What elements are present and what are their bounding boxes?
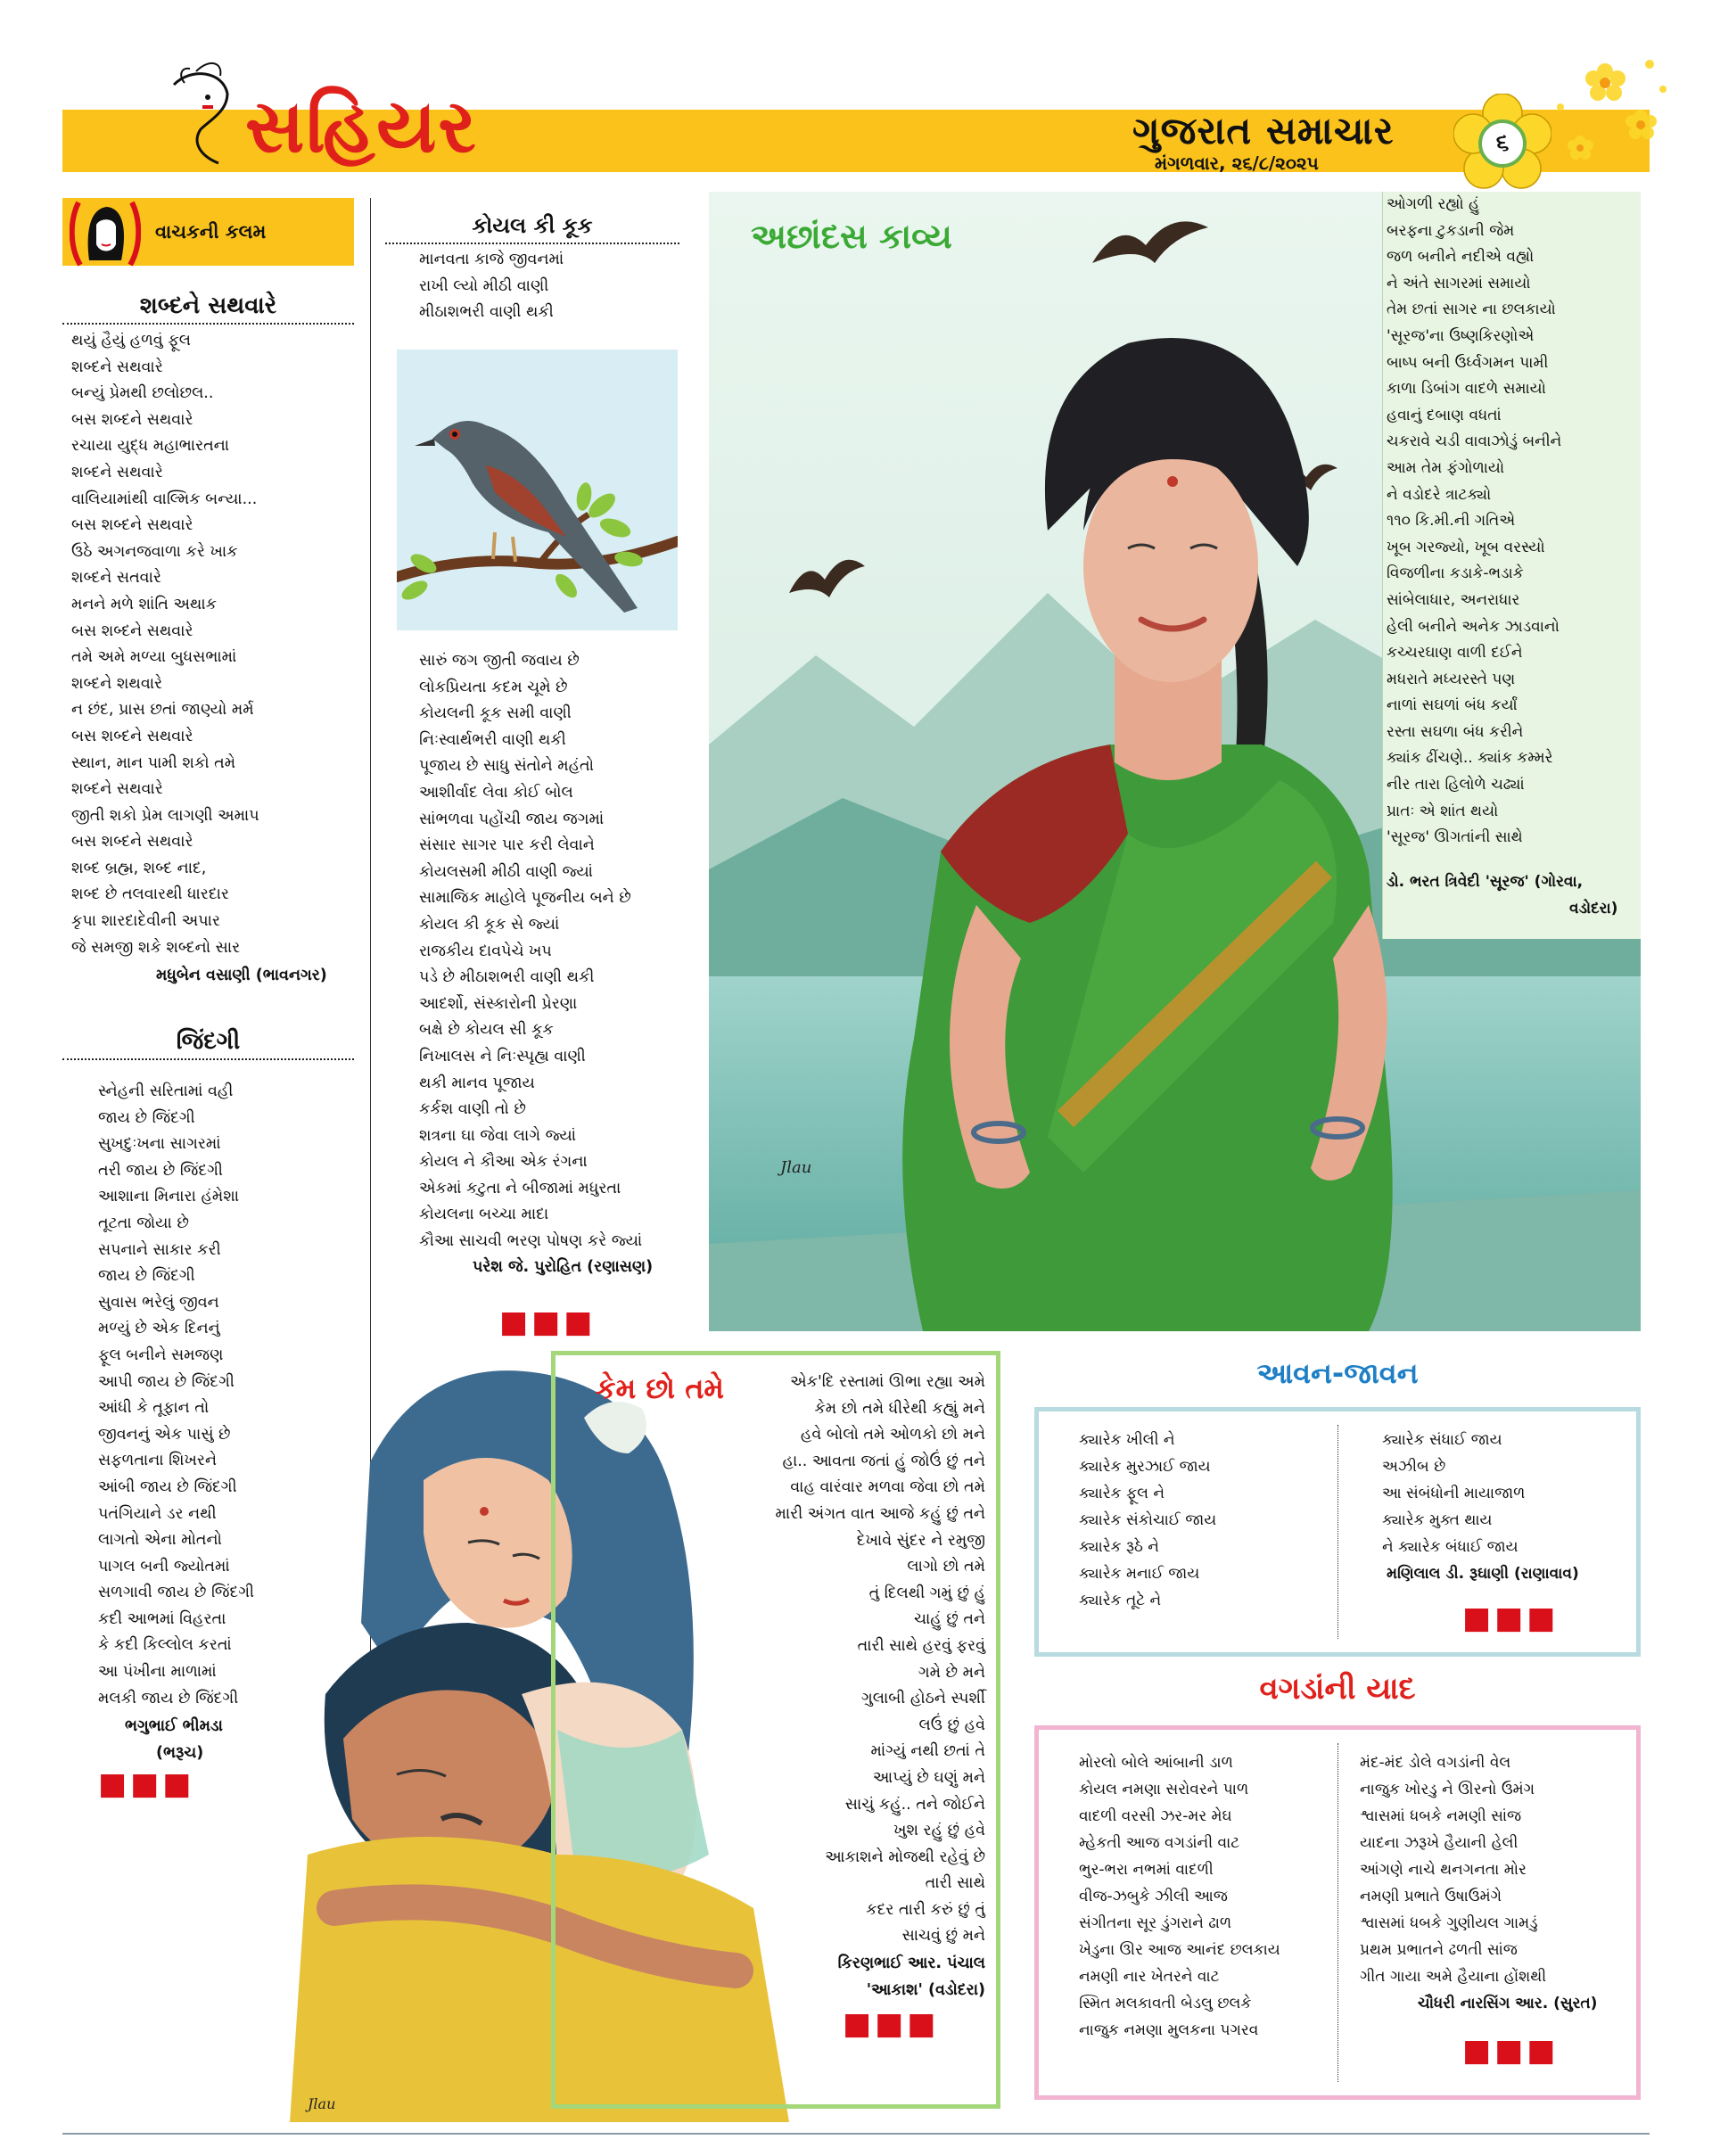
poem6-author: મણિલાલ ડી. રૂઘાણી (રાણાવાવ)	[1387, 1565, 1579, 1583]
poem-line: આશાના મિનારા હંમેશા	[98, 1188, 240, 1206]
poem-line: આ પંખીના માળામાં	[98, 1663, 217, 1682]
poem-line: ને અંતે સાગરમાં સમાયો	[1387, 274, 1531, 292]
poem-line: શબ્દને સથવારે	[71, 780, 163, 799]
poem-line: દેખાવે સુંદર ને રમુજી	[856, 1531, 985, 1550]
poem-line: સુવાસ ભરેલું જીવન	[98, 1293, 219, 1312]
poem-line: નાજુક નમણા મુલકના પગરવ	[1079, 2021, 1259, 2039]
poem-line: આપી જાય છે જિંદગી	[98, 1372, 235, 1391]
title-rule	[62, 323, 354, 325]
poem1-body	[71, 328, 259, 961]
end-mark: ■■■	[98, 1766, 195, 1802]
poem-line: સાંભળવા પહોંચી જાય જગમાં	[419, 810, 605, 828]
poem1-title: શબ્દને સથવારે	[139, 292, 277, 319]
poem-line: પૂજાય છે સાધુ સંતોને મહંતો	[419, 757, 595, 776]
poem-line: અઝીબ છે	[1382, 1458, 1446, 1476]
poem7-col1	[1079, 1749, 1280, 2044]
poem-line: કોયલ કી કૂક સે જ્યાં	[419, 915, 560, 934]
poem-line: બન્યું પ્રેમથી છલોછલ..	[71, 384, 214, 403]
poem-line: કચ્ચરઘાણ વાળી દઈને	[1387, 644, 1523, 662]
poem-line: કાળા ડિબાંગ વાદળે સમાયો	[1387, 380, 1546, 399]
title-rule	[385, 243, 679, 244]
poem-line: સાચું કહું.. તને જોઈને	[844, 1795, 985, 1814]
poem-line: બસ શબ્દને સથવારે	[71, 516, 193, 535]
poem2-place: (ભરૂચ)	[156, 1744, 204, 1762]
poem-line: સંગીતના સૂર ડુંગરાને ઢાળ	[1079, 1914, 1232, 1932]
poem-line: ઓગળી રહ્યો હું	[1387, 195, 1480, 213]
poem-line: સુખદુઃખના સાગરમાં	[98, 1135, 221, 1154]
poem-line: ક્યારેક ફૂલ ને	[1079, 1485, 1165, 1502]
title-rule	[62, 1058, 354, 1060]
poem-line: મોરલો બોલે આંબાની ડાળ	[1079, 1754, 1233, 1772]
poem-line: તેમ છતાં સાગર ના છલકાયો	[1387, 300, 1556, 319]
poem-line: વીજ-ઝબુકે ઝીલી આજ	[1079, 1888, 1228, 1905]
poem-line: રાજકીય દાવપેચે ખપ	[419, 942, 552, 960]
poem-line: ને ક્યારેક બંધાઈ જાય	[1382, 1538, 1519, 1556]
reader-avatar-icon	[70, 198, 141, 269]
poem-line: નિખાલસ ને નિઃસ્પૃહ્ય વાણી	[419, 1047, 586, 1066]
poem-line: જાય છે જિંદગી	[98, 1108, 195, 1127]
poem-line: ન છંદ, પ્રાસ છતાં જાણ્યો મર્મ	[71, 701, 254, 720]
poem-line: સ્નેહની સરિતામાં વહી	[98, 1082, 234, 1100]
poem-line: શ્વાસમાં ધબકે ગુણીયલ ગામડું	[1360, 1914, 1538, 1932]
poem-line: નાજુક ખોરડુ ને ઊરનો ઉમંગ	[1360, 1781, 1535, 1798]
artist-signature: Jlau	[780, 1158, 812, 1177]
poem-line: બસ શબ્દને સથવારે	[71, 621, 193, 640]
poem-line: મારી અંગત વાત આજે કહું છું તને	[775, 1504, 985, 1523]
poem3-author: પરેશ જે. પુરોહિત (રણાસણ)	[473, 1258, 654, 1276]
poem-line: શબ્દ છે તલવારથી ધારદાર	[71, 885, 229, 904]
artist-signature: Jlau	[308, 2095, 336, 2112]
poem1-author: મધુબેન વસાણી (ભાવનગર)	[156, 967, 327, 984]
koel-bird-illustration	[397, 350, 678, 630]
poem-line: જીતી શકો પ્રેમ લાગણી અમાપ	[71, 806, 259, 825]
poem-line: 'સૂરજ' ઊગતાંની સાથે	[1387, 828, 1523, 847]
poem-line: નિઃસ્વાર્થભરી વાણી થકી	[419, 730, 566, 749]
poem-line: હા.. આવતા જતાં હું જોઉં છું તને	[782, 1452, 985, 1470]
poem-line: ક્યાંક ઢીંચણે.. ક્યાંક કમ્મરે	[1387, 749, 1553, 768]
poem6-title: આવન-જાવન	[1256, 1356, 1419, 1390]
poem-line: તું દિલથી ગમું છું હું	[868, 1584, 985, 1602]
poem-line: ક્યારેક સંધાઈ જાય	[1382, 1431, 1502, 1449]
poem5-body	[767, 1370, 985, 1950]
poem-line: કૌઆ સાચવી ભરણ પોષણ કરે જ્યાં	[419, 1232, 643, 1251]
poem-line: લાગતો એના મોતનો	[98, 1531, 222, 1550]
poem-line: મધરાતે મધ્યરસ્તે પણ	[1387, 670, 1516, 688]
poem7-title: વગડાંની યાદ	[1259, 1671, 1416, 1707]
poem2-author: ભગુભાઈ ભીમડા	[125, 1717, 223, 1735]
poem-line: આપ્યું છે ઘણું મને	[872, 1768, 985, 1787]
poem-line: ખુશ રહું છું હવે	[893, 1822, 985, 1840]
poem-line: સંસાર સાગર પાર કરી લેવાને	[419, 836, 595, 855]
poem-line: તૂટતા જોયા છે	[98, 1214, 189, 1232]
poem-line: ક્યારેક મુક્ત થાય	[1382, 1511, 1493, 1529]
poem-line: સાંબેલાધાર, અનરાધાર	[1387, 590, 1520, 609]
poem-line: કોયલ ને કૌઆ એક રંગના	[419, 1153, 588, 1172]
poem-line: વાલિયામાંથી વાલ્મિક બન્યા...	[71, 490, 258, 508]
poem-line: ક્યારેક રૂઠે ને	[1079, 1538, 1159, 1556]
poem-line: પડે છે મીઠાશભરી વાણી થકી	[419, 968, 595, 987]
poem-line: શ્વાસમાં ધબકે નમણી સાંજ	[1360, 1807, 1522, 1825]
poem-line: પતંગિયાને ડર નથી	[98, 1504, 217, 1523]
end-mark: ■■■	[843, 2006, 940, 2042]
poem-line: હવે બોલો તમે ઓળકો છો મને	[800, 1426, 985, 1444]
poem-line: મલકી જાય છે જિંદગી	[98, 1689, 239, 1708]
section-label: વાચકની કલમ	[155, 221, 267, 243]
poem-line: કે કદી કિલ્લોલ કરતાં	[98, 1636, 232, 1655]
poem-line: બાષ્પ બની ઉર્ધ્વગમન પામી	[1387, 353, 1549, 372]
poem-line: જે સમજી શકે શબ્દનો સાર	[71, 938, 241, 957]
poem-line: મ્હેકતી આજ વગડાંની વાટ	[1079, 1834, 1240, 1852]
poem-line: આશીર્વાદ લેવા કોઈ બોલ	[419, 783, 573, 802]
end-mark: ■■■	[1462, 2033, 1560, 2069]
poem-line: ૧૧૦ કિ.મી.ની ગતિએ	[1387, 512, 1516, 531]
poem-line: મનને મળે શાંતિ અથાક	[71, 595, 217, 613]
poem-line: સળગાવી જાય છે જિંદગી	[98, 1584, 255, 1602]
poem-line: નમણી પ્રભાતે ઉષાઉમંગે	[1360, 1888, 1502, 1905]
poem6-col2	[1382, 1427, 1525, 1560]
poem-line: લાગો છો તમે	[907, 1558, 985, 1576]
poem-line: સ્થાન, માન પામી શકો તમે	[71, 753, 236, 772]
paper-name: ગુજરાત સમાચાર	[1132, 109, 1395, 152]
poem-line: થકી માનવ પૂજાય	[419, 1074, 535, 1092]
poem-line: આ સંબંધોની માયાજાળ	[1382, 1485, 1526, 1502]
poem4-place: વડોદરા)	[1569, 900, 1618, 918]
poem-line: તમે અમે મળ્યા બુધસભામાં	[71, 648, 237, 667]
poem-line: માનવતા કાજે જીવનમાં	[419, 251, 564, 268]
poem-line: સ્મિત મલકાવતી બેડલુ છલકે	[1079, 1995, 1252, 2012]
poem2-body	[98, 1079, 254, 1712]
poem-line: એકમાં કટુતા ને બીજામાં મધુરતા	[419, 1179, 621, 1197]
poem-line: બસ શબ્દને સથવારે	[71, 410, 193, 429]
poem-line: માંગ્યું નથી છતાં તે	[870, 1742, 985, 1761]
poem-line: શત્રના ઘા જેવા લાગે જ્યાં	[419, 1126, 577, 1145]
poem-line: તારી સાથે	[925, 1874, 985, 1893]
poem-line: ને વડોદરે ત્રાટક્યો	[1387, 485, 1492, 504]
poem-line: સાચવું છું મને	[901, 1927, 985, 1946]
poem-line: કદર તારી કરું છું તું	[866, 1900, 985, 1919]
poem7-col2	[1360, 1749, 1546, 1990]
poem-line: શબ્દને સતવારે	[71, 569, 161, 588]
poem-line: જાય છે જિંદગી	[98, 1267, 195, 1286]
poem-line: એક'દિ રસ્તામાં ઊભા રહ્યા અમે	[790, 1373, 985, 1391]
footer-rule	[62, 2133, 1650, 2135]
poem6-col1	[1079, 1427, 1216, 1614]
poem-line: ગીત ગાયા અમે હૈયાના હોંશથી	[1360, 1968, 1547, 1986]
poem-line: બસ શબ્દને સથવારે	[71, 833, 193, 852]
poem-line: રાખી લ્યો મીઠી વાણી	[419, 276, 549, 295]
poem-line: શબ્દને સથવારે	[71, 358, 163, 376]
poem3-title: કોયલ કી કૂક	[472, 213, 593, 238]
poem-line: 'સૂરજ'ના ઉષ્ણકિરણોએ	[1387, 326, 1535, 345]
flower-decoration-icon	[1543, 53, 1676, 187]
poem-line: બક્ષે છે કોયલ સી કૂક	[419, 1021, 554, 1040]
poem-line: કોયલના બચ્ચા માદા	[419, 1206, 549, 1224]
poem-line: કૃપા શારદાદેવીની અપાર	[71, 912, 220, 931]
brand-title: સહિયર	[245, 84, 478, 169]
poem-line: ક્યારેક ખીલી ને	[1079, 1431, 1175, 1449]
poem-line: ગુલાબી હોઠને સ્પર્શી	[860, 1690, 985, 1708]
poem-line: થયું હૈયું હળવું ફૂલ	[71, 332, 191, 350]
poem-line: આંગણે નાચે થનગનતા મોર	[1360, 1861, 1527, 1879]
poem5-author: કિરણભાઈ આર. પંચાલ	[837, 1954, 985, 1972]
poem-line: નાળાં સઘળાં બંધ કર્યાં	[1387, 696, 1518, 715]
poem-line: ફૂલ બનીને સમજણ	[98, 1345, 224, 1364]
poem-line: શબ્દને શથવારે	[71, 674, 163, 693]
poem-line: શબ્દ બ્રહ્મ, શબ્દ નાદ,	[71, 859, 207, 877]
poem-line: આમ તેમ ફંગોળાયો	[1387, 458, 1505, 477]
poem-line: સફળતાના શિખરને	[98, 1452, 218, 1470]
poem-line: કેમ છો તમે ધીરેથી કહ્યું મને	[814, 1399, 985, 1418]
poem-line: ચકરાવે ચડી વાવાઝોડું બનીને	[1387, 432, 1562, 451]
poem5-place: 'આકાશ' (વડોદરા)	[866, 1981, 985, 1999]
poem-line: ચાહું છું તને	[913, 1610, 985, 1629]
poem-line: હવાનું દબાણ વધતાં	[1387, 406, 1502, 424]
poem-line: મંદ-મંદ ડોલે વગડાંની વેલ	[1360, 1754, 1511, 1772]
poem3-intro	[419, 247, 564, 326]
poem-line: ખેડુના ઊર આજ આનંદ છલકાય	[1079, 1941, 1280, 1959]
poem-line: હેલી બનીને અનેક ઝાડવાનો	[1387, 617, 1560, 636]
poem-line: જળ બનીને નદીએ વહ્યો	[1387, 248, 1535, 267]
poem-line: ઉઠે અગનજવાળા કરે ખાક	[71, 542, 238, 561]
poem-line: પ્રથમ પ્રભાતને ઢળતી સાંજ	[1360, 1941, 1518, 1959]
poem-line: ગમે છે મને	[918, 1663, 985, 1682]
poem-line: બરફના ટુકડાની જેમ	[1387, 221, 1515, 240]
poem-line: રસ્તા સઘળા બંધ કરીને	[1387, 722, 1524, 741]
poem-line: યાદના ઝરૂખે હૈયાની હેલી	[1360, 1834, 1519, 1852]
poem3-body	[419, 648, 642, 1255]
poem2-title: જિંદગી	[176, 1028, 241, 1055]
page-number: ૬	[1495, 129, 1510, 156]
poem-line: કોયલસમી મીઠી વાણી જ્યાં	[419, 862, 593, 881]
poem-line: બસ શબ્દને સથવારે	[71, 727, 193, 745]
poem-line: ક્યારેક સંકોચાઈ જાય	[1079, 1511, 1217, 1529]
poem-line: વિજળીના કડાકે-ભડાકે	[1387, 564, 1524, 583]
poem-line: લઉં છું હવે	[918, 1716, 985, 1734]
poem-line: નમણી નાર ખેતરને વાટ	[1079, 1968, 1220, 1986]
poem5-title: કેમ છો તમે	[596, 1371, 725, 1405]
end-mark: ■■■	[1462, 1601, 1560, 1636]
poem-line: વાહ વારંવાર મળવા જેવા છો તમે	[790, 1478, 985, 1497]
poem-line: તરી જાય છે જિંદગી	[98, 1161, 223, 1180]
issue-date: મંગળવાર, ૨૬/૮/૨૦૨૫	[1155, 152, 1319, 174]
poem-line: કર્કશ વાણી તો છે	[419, 1100, 526, 1119]
poem-line: ભુર-ભરા નભમાં વાદળી	[1079, 1861, 1214, 1879]
poem-line: સપનાને સાકાર કરી	[98, 1240, 221, 1259]
poem-line: ક્યારેક મનાઈ જાય	[1079, 1565, 1200, 1583]
poem4-body	[1387, 192, 1561, 852]
poem4-author: ડો. ભરત ત્રિવેદી 'સૂરજ' (ગોરવા,	[1387, 873, 1584, 891]
end-mark: ■■■	[499, 1304, 597, 1340]
poem-line: સામાજિક માહોલે પૂજનીય બને છે	[419, 889, 631, 908]
poem-line: ક્યારેક તૂટે ને	[1079, 1592, 1162, 1609]
poem-line: રચાયા યુદ્ધ મહાભારતના	[71, 437, 230, 456]
poem-line: શબ્દને સથવારે	[71, 463, 163, 481]
poem7-author: ચૌધરી નારસિંગ આર. (સુરત)	[1418, 1995, 1598, 2012]
poem-line: ક્યારેક મુરઝાઈ જાય	[1079, 1458, 1211, 1476]
poem-line: આંબી જાય છે જિંદગી	[98, 1477, 237, 1496]
poem-line: ખૂબ ગરજ્યો, ખૂબ વરસ્યો	[1387, 538, 1545, 556]
poem-line: આકાશને મોજથી રહેવું છે	[825, 1847, 985, 1866]
poem-line: કોયલની કૂક સમી વાણી	[419, 704, 572, 723]
poem-line: આદર્શો, સંસ્કારોની પ્રેરણા	[419, 994, 578, 1013]
poem-line: વાદળી વરસી ઝર-મર મેઘ	[1079, 1807, 1232, 1825]
poem-line: સારું જગ જીતી જવાય છે	[419, 652, 580, 670]
poem-line: તારી સાથે હરવું ફરવું	[857, 1636, 985, 1655]
masthead	[62, 0, 1650, 178]
poem-line: પ્રાતઃ એ શાંત થયો	[1387, 802, 1499, 820]
poem-line: આંધી કે તૂફાન તો	[98, 1399, 210, 1418]
poem-line: મળ્યું છે એક દિનનું	[98, 1320, 220, 1338]
poem4-title: અછાંદસ કાવ્ય	[751, 217, 952, 256]
poem-line: લોકપ્રિયતા કદમ ચૂમે છે	[419, 678, 568, 696]
poem-line: કોયલ નમણા સરોવરને પાળ	[1079, 1781, 1249, 1798]
poem-line: જીવનનું એક પાસું છે	[98, 1425, 231, 1444]
poem-line: નીર તારા હિલોળે ચઢ્યાં	[1387, 776, 1525, 794]
poem-line: મીઠાશભરી વાણી થકી	[419, 303, 554, 322]
poem-line: કદી આભમાં વિહરતા	[98, 1609, 226, 1628]
poem-line: પાગલ બની જ્યોતમાં	[98, 1557, 230, 1576]
